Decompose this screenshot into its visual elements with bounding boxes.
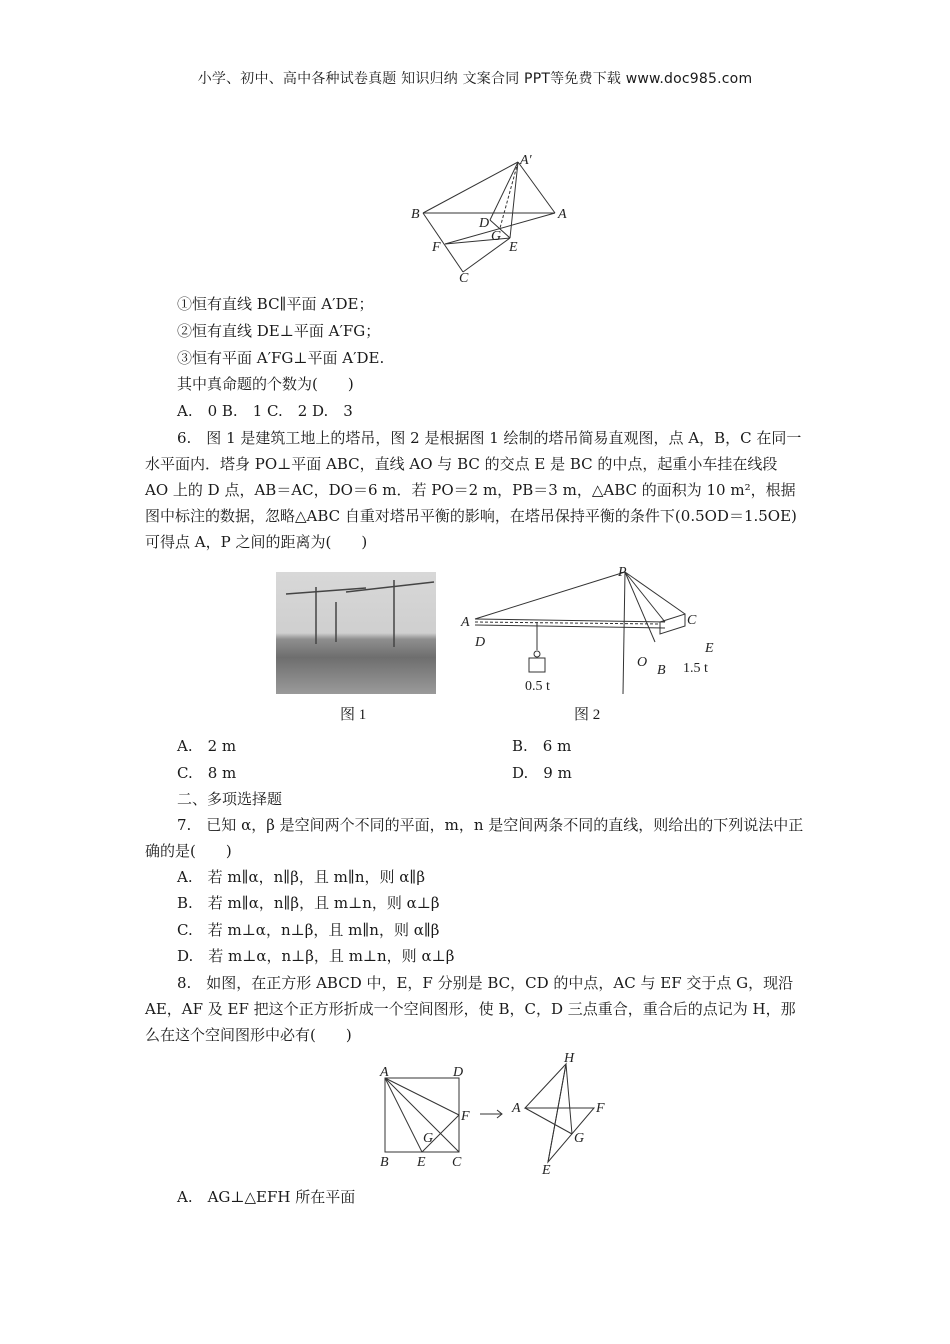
q8-fig-label-g2: G — [574, 1131, 585, 1146]
fig1-label-d: D — [479, 216, 490, 231]
q7-option-a: A. 若 m∥α，n∥β，且 m∥n，则 α∥β — [177, 868, 425, 886]
q8-option-a: A. AG⊥△EFH 所在平面 — [177, 1188, 356, 1206]
section-multi-choice: 二、多项选择题 — [177, 790, 283, 808]
q7-option-d: D. 若 m⊥α，n⊥β，且 m⊥n，则 α⊥β — [177, 947, 455, 965]
q8-fig-label-g: G — [423, 1131, 434, 1146]
q7-stem: 7. 已知 α，β 是空间两个不同的平面，m，n 是空间两条不同的直线，则给出的下列说法中正确的是( ) — [145, 816, 804, 860]
fig2-weight-left: 0.5 t — [525, 679, 550, 694]
q5-statement-3: ③恒有平面 A′FG⊥平面 A′DE. — [177, 349, 385, 367]
figure-folded-triangle — [405, 150, 580, 285]
q8-stem: 8. 如图，在正方形 ABCD 中，E，F 分别是 BC，CD 的中点，AC 与 EF 交于点 G，现沿 AE，AF 及 EF 把这个正方形折成一个空间图形，使 B，C，D 三点重合，重合后的点记为 H，那么在这个空间图形中必有( ) — [145, 974, 796, 1044]
fig1-label-f: F — [432, 240, 441, 255]
q6-option-b: B. 6 m — [512, 737, 572, 755]
q7-option-c: C. 若 m⊥α，n⊥β，且 m∥n，则 α∥β — [177, 921, 440, 939]
fig2-label-d: D — [475, 635, 486, 650]
fig2-weight-right: 1.5 t — [683, 661, 708, 676]
q8-fig-label-a2: A — [512, 1101, 521, 1116]
fig2-label-b: B — [657, 663, 666, 678]
q8-fig-label-e2: E — [542, 1163, 551, 1178]
fig1-label-g: G — [491, 229, 502, 244]
q5-statement-1: ①恒有直线 BC∥平面 A′DE； — [177, 295, 374, 313]
q5-options: A. 0 B. 1 C. 2 D. 3 — [177, 402, 353, 420]
fig2-label-c: C — [687, 613, 697, 628]
q8-fig-label-b: B — [380, 1155, 389, 1170]
fig2-caption: 图 2 — [574, 707, 601, 723]
q7-option-b: B. 若 m∥α，n∥β，且 m⊥n，则 α⊥β — [177, 894, 440, 912]
q8-fig-label-h: H — [564, 1051, 575, 1066]
q8-fig-label-a: A — [380, 1065, 389, 1080]
q8-fig-label-f: F — [461, 1109, 470, 1124]
fig1-label-c: C — [459, 271, 469, 285]
fig2-label-p: P — [618, 565, 627, 580]
q5-statement-2: ②恒有直线 DE⊥平面 A′FG； — [177, 322, 381, 340]
fig2-label-a: A — [461, 615, 470, 630]
fig1-label-aprime: A′ — [520, 153, 532, 168]
crane-diagram — [455, 562, 730, 697]
fig2-label-o: O — [637, 655, 648, 670]
tower-crane-photo — [276, 572, 436, 694]
q6-option-c: C. 8 m — [177, 764, 237, 782]
fig1-label-a: A — [558, 207, 567, 222]
page-header: 小学、初中、高中各种试卷真题 知识归纳 文案合同 PPT等免费下载 www.doc985.com — [197, 71, 753, 87]
q8-fig-label-c: C — [452, 1155, 462, 1170]
fig1-label-e: E — [509, 240, 518, 255]
q8-fig-label-f2: F — [596, 1101, 605, 1116]
fig2-label-e: E — [705, 641, 714, 656]
q6-stem: 6. 图 1 是建筑工地上的塔吊，图 2 是根据图 1 绘制的塔吊简易直观图，点 A，B，C 在同一水平面内．塔身 PO⊥平面 ABC，直线 AO 与 BC 的交点 E 是 BC 的中点，起重小车挂在线段 AO 上的 D 点，AB＝AC，DO＝6 m．若 PO＝2 m，PB＝3 m，△ABC 的面积为 10 m²，根据图中标注的数据，忽略△ABC 自重对塔吊平衡的影响，在塔吊保持平衡的条件下(0.5OD＝1.5OE)可得点 A，P 之间的距离为( ) — [145, 429, 802, 551]
q6-option-a: A. 2 m — [177, 737, 237, 755]
q8-fig-label-e: E — [417, 1155, 426, 1170]
q8-fig-label-d: D — [453, 1065, 464, 1080]
q5-question: 其中真命题的个数为( ) — [177, 375, 354, 393]
fig1-label-b: B — [411, 207, 420, 222]
fig1-caption: 图 1 — [340, 707, 367, 723]
figure-square-fold — [368, 1050, 613, 1180]
q6-option-d: D. 9 m — [512, 764, 572, 782]
